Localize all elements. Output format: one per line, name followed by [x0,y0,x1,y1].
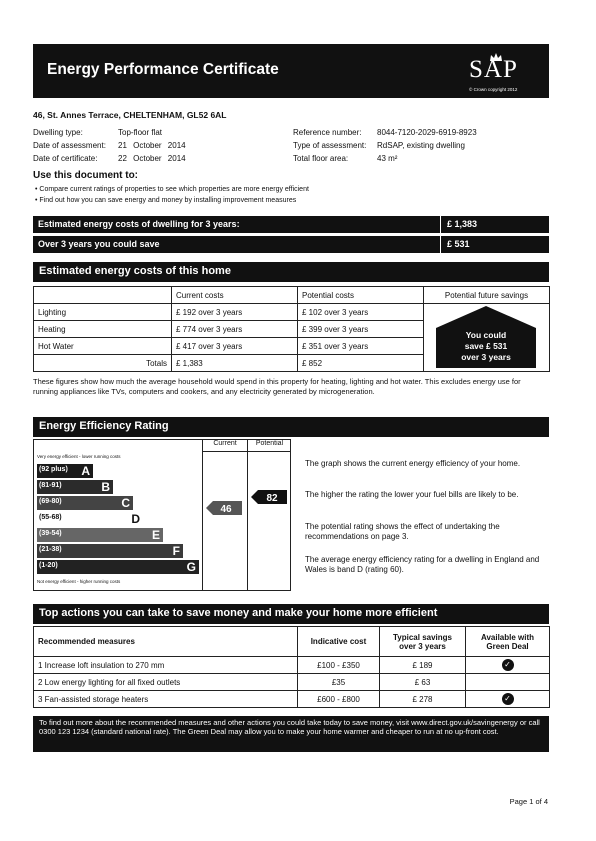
band-b: (81-91) B [37,480,113,494]
assessment-date-label: Date of assessment: [33,141,106,150]
costs-section-header [33,262,549,282]
current-header: Current [202,440,247,452]
measure-cost: £600 - £800 [298,691,380,708]
check-circle-icon: ✓ [502,693,514,705]
green-deal-cell [466,657,550,674]
rating-note-4: The average energy efficiency rating for a dwelling in England and Wales is band D (rating 60). [305,555,540,575]
actions-section-header [33,604,549,624]
reference-value: 8044-7120-2029-6919-8923 [377,128,477,137]
actions-section-title: Top actions you can take to save money and make your home more efficient [39,607,438,619]
rating-note-1: The graph shows the current energy efficiency of your home. [305,459,521,468]
potential-cost: £ 399 over 3 years [298,321,424,338]
table-row [34,674,550,691]
rating-note-2: The higher the rating the lower your fuel bills are likely to be. [305,490,519,499]
crown-copyright: © Crown copyright 2012 [469,87,518,92]
reference-label: Reference number: [293,128,362,137]
use-bullet-1: • Compare current ratings of properties to see which properties are more energy efficient [35,186,309,193]
check-circle-icon: ✓ [502,659,514,671]
band-f: (21-38) F [37,544,183,558]
current-rating-value: 46 [220,504,232,515]
band-a: (92 plus) A [37,464,93,478]
table-header-cell: Potential future savings [424,287,550,304]
certificate-date-label: Date of certificate: [33,154,98,163]
divider [440,216,441,233]
divider [440,236,441,253]
current-cost: £ 774 over 3 years [172,321,298,338]
bottom-efficiency-note: Not energy efficient - higher running costs [37,579,121,584]
assessment-date-value: 21 October 2014 [118,141,186,150]
floor-area-label: Total floor area: [293,154,349,163]
current-rating-arrow [206,501,242,515]
measure-savings: £ 189 [380,657,466,674]
table-header-row [34,627,550,657]
divider [247,440,248,590]
potential-cost: £ 351 over 3 years [298,338,424,355]
table-header-cell: Potential costs [298,287,424,304]
use-bullet-2: • Find out how you can save energy and money by installing improvement measures [35,197,297,204]
table-header-cell: Available with Green Deal [466,627,550,657]
rating-section-title: Energy Efficiency Rating [39,420,169,432]
top-efficiency-note: Very energy efficient - lower running costs [37,454,121,459]
dwelling-type-value: Top-floor flat [118,128,163,137]
band-d: (55-68) D [37,512,143,526]
measure-savings: £ 278 [380,691,466,708]
totals-label: Totals [34,355,172,372]
actions-table [33,626,550,708]
measure-cost: £100 - £350 [298,657,380,674]
current-cost: £ 417 over 3 years [172,338,298,355]
could-save-row [33,236,549,253]
divider [202,440,203,590]
costs-section-title: Estimated energy costs of this home [39,265,231,277]
floor-area-value: 43 m² [377,154,398,163]
measure-name: 1 Increase loft insulation to 270 mm [34,657,298,674]
band-g: (1-20) G [37,560,199,574]
green-deal-cell [466,691,550,708]
property-address: 46, St. Annes Terrace, CHELTENHAM, GL52 6AL [33,110,227,120]
table-row [34,691,550,708]
table-header-cell: Recommended measures [34,627,298,657]
table-header-cell: Indicative cost [298,627,380,657]
sap-logo [469,50,539,94]
use-document-title: Use this document to: [33,170,139,181]
potential-rating-value: 82 [266,493,278,504]
cost-item: Heating [34,321,172,338]
sap-logo-text: SAP [469,56,518,83]
assessment-type-value: RdSAP, existing dwelling [377,141,465,150]
dwelling-type-label: Dwelling type: [33,128,83,137]
could-save-label: Over 3 years you could save [38,239,160,249]
table-header-cell: Typical savings over 3 years [380,627,466,657]
current-cost: £ 192 over 3 years [172,304,298,321]
costs-explanation: These figures show how much the average household would spend in this property for heating, lighting and hot water. This excludes energy use for running appliances like TVs, computers and cookers, and any electricity generated by microgeneration. [33,377,521,396]
more-info-footer: To find out more about the recommended measures and other actions you could take today to save money, visit www.direct.gov.uk/savingenergy or call 0300 123 1234 (standard national rate). The Green Deal may allow you to make your home warmer and cheaper to run at no up-front cost. [33,716,549,752]
savings-house-text: You could save £ 531 over 3 years [461,330,511,363]
page-title: Energy Performance Certificate [47,61,279,78]
totals-current: £ 1,383 [172,355,298,372]
estimated-costs-label: Estimated energy costs of dwelling for 3 years: [38,219,240,229]
table-header-cell: Current costs [172,287,298,304]
certificate-header [33,44,549,98]
potential-cost: £ 102 over 3 years [298,304,424,321]
certificate-date-value: 22 October 2014 [118,154,186,163]
assessment-type-label: Type of assessment: [293,141,367,150]
rating-note-3: The potential rating shows the effect of undertaking the recommendations on page 3. [305,522,500,542]
efficiency-chart [33,439,291,591]
cost-item: Lighting [34,304,172,321]
potential-header: Potential [247,440,291,452]
measure-name: 2 Low energy lighting for all fixed outlets [34,674,298,691]
estimated-costs-value: £ 1,383 [447,219,478,229]
could-save-value: £ 531 [447,239,470,249]
table-row [34,657,550,674]
totals-potential: £ 852 [298,355,424,372]
potential-rating-arrow [251,490,287,504]
rating-section-header [33,417,549,437]
band-c: (69-80) C [37,496,133,510]
estimated-costs-row [33,216,549,233]
measure-name: 3 Fan-assisted storage heaters [34,691,298,708]
green-deal-cell [466,674,550,691]
measure-savings: £ 63 [380,674,466,691]
table-header-cell [34,287,172,304]
band-e: (39-54) E [37,528,163,542]
page-number: Page 1 of 4 [509,797,548,806]
cost-item: Hot Water [34,338,172,355]
measure-cost: £35 [298,674,380,691]
